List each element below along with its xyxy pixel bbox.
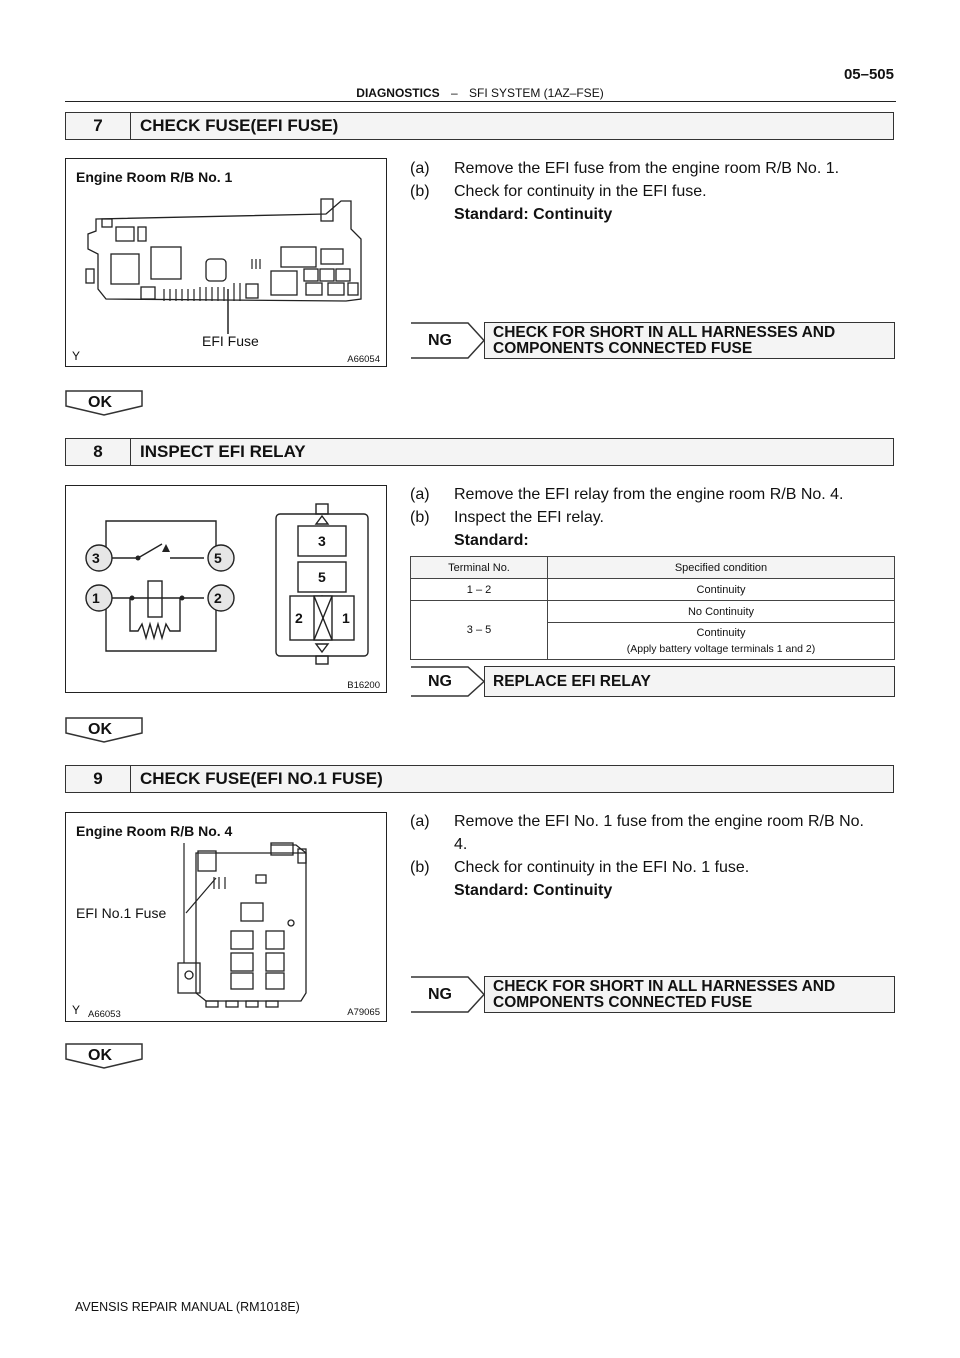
table-cell: 1 – 2: [411, 579, 548, 601]
instr-label: (a): [410, 160, 430, 177]
header-dash: –: [450, 86, 458, 100]
step-9-number: 9: [66, 766, 131, 792]
efi-fuse-callout: EFI Fuse: [202, 333, 259, 349]
instr-text: Inspect the EFI relay.: [454, 509, 604, 526]
step-7-bar: [65, 112, 894, 140]
step-7-instructions: [410, 157, 896, 229]
ok-label: OK: [88, 1047, 112, 1064]
figure-title: Engine Room R/B No. 1: [76, 169, 233, 185]
instr-text: Remove the EFI relay from the engine room R/B No. 4.: [454, 486, 844, 503]
table-cell: Continuity: [548, 579, 895, 601]
instr-label: (b): [410, 183, 430, 200]
ng-action: CHECK FOR SHORT IN ALL HARNESSES AND COMPONENTS CONNECTED FUSE: [484, 976, 895, 1013]
terminal-2-label: 2: [214, 590, 222, 606]
table-cell-line: Continuity: [696, 627, 746, 639]
relay-terminal-3: 3: [318, 533, 326, 549]
table-row: [411, 579, 895, 601]
ng-label: NG: [428, 331, 452, 349]
efi-no1-fuse-callout: EFI No.1 Fuse: [76, 905, 167, 921]
step-9-instructions: [410, 810, 896, 905]
instr-text: Remove the EFI fuse from the engine room R/B No. 1.: [454, 160, 840, 177]
table-cell: No Continuity: [548, 601, 895, 623]
terminal-1-label: 1: [92, 590, 100, 606]
relay-circuit-illustration: [66, 486, 388, 694]
step-8-instructions: [410, 483, 896, 555]
terminal-3-label: 3: [92, 550, 100, 566]
table-cell: 3 – 5: [411, 601, 548, 660]
instr-label: (b): [410, 859, 430, 876]
figure-code-left: A66053: [88, 1009, 121, 1020]
standard-text: Standard:: [454, 532, 529, 549]
footer-manual-id: AVENSIS REPAIR MANUAL (RM1018E): [75, 1300, 300, 1314]
page-number: 05–505: [843, 66, 894, 83]
relay-terminal-1: 1: [342, 610, 350, 626]
instr-label: (a): [410, 486, 430, 503]
table-row: [411, 601, 895, 623]
standard-text: Standard: Continuity: [454, 206, 613, 223]
instr-text: Check for continuity in the EFI fuse.: [454, 183, 707, 200]
terminal-5-label: 5: [214, 550, 222, 566]
instr-text: 4.: [454, 836, 468, 853]
table-header: Specified condition: [548, 557, 895, 579]
ok-label: OK: [88, 721, 112, 738]
ng-action: REPLACE EFI RELAY: [484, 666, 895, 697]
header-section: DIAGNOSTICS: [356, 86, 440, 100]
step-8-bar: [65, 438, 894, 466]
ng-action: CHECK FOR SHORT IN ALL HARNESSES AND COMPONENTS CONNECTED FUSE: [484, 322, 895, 359]
figure-efi-relay: [65, 485, 387, 693]
instr-text: Check for continuity in the EFI No. 1 fuse.: [454, 859, 750, 876]
figure-title: Engine Room R/B No. 4: [76, 823, 233, 839]
step-8-title: INSPECT EFI RELAY: [140, 442, 306, 461]
header-subsection: SFI SYSTEM (1AZ–FSE): [469, 86, 604, 100]
step-9-ng-branch: [410, 976, 895, 1013]
table-cell: [548, 623, 895, 660]
figure-mark: Y: [72, 1003, 81, 1017]
step-7-number: 7: [66, 113, 131, 139]
running-header: [0, 86, 960, 100]
relay-terminal-2: 2: [295, 610, 303, 626]
step-9-title: CHECK FUSE(EFI NO.1 FUSE): [140, 769, 383, 788]
step-8-ok: [65, 717, 143, 743]
figure-code: B16200: [347, 680, 380, 691]
step-8-number: 8: [66, 439, 131, 465]
step-8-ng-branch: [410, 666, 895, 697]
header-rule: [65, 101, 896, 102]
ng-label: NG: [428, 672, 452, 690]
relay-terminal-5: 5: [318, 569, 326, 585]
step-7-title: CHECK FUSE(EFI FUSE): [140, 116, 339, 135]
ng-label: NG: [428, 985, 452, 1003]
ok-label: OK: [88, 394, 112, 411]
instr-label: (a): [410, 813, 430, 830]
figure-code: A79065: [347, 1007, 380, 1018]
instr-label: (b): [410, 509, 430, 526]
figure-code: A66054: [347, 354, 380, 365]
relay-spec-table: [410, 556, 895, 660]
step-7-ok: [65, 390, 143, 416]
step-9-bar: [65, 765, 894, 793]
standard-text: Standard: Continuity: [454, 882, 613, 899]
instr-text: Remove the EFI No. 1 fuse from the engine room R/B No.: [454, 813, 864, 830]
step-7-ng-branch: [410, 322, 895, 359]
figure-engine-room-rb1: [65, 158, 387, 367]
step-9-ok: [65, 1043, 143, 1069]
table-cell-note: (Apply battery voltage terminals 1 and 2): [626, 643, 816, 655]
table-header: Terminal No.: [411, 557, 548, 579]
figure-engine-room-rb4: [65, 812, 387, 1022]
figure-mark: Y: [72, 349, 81, 363]
